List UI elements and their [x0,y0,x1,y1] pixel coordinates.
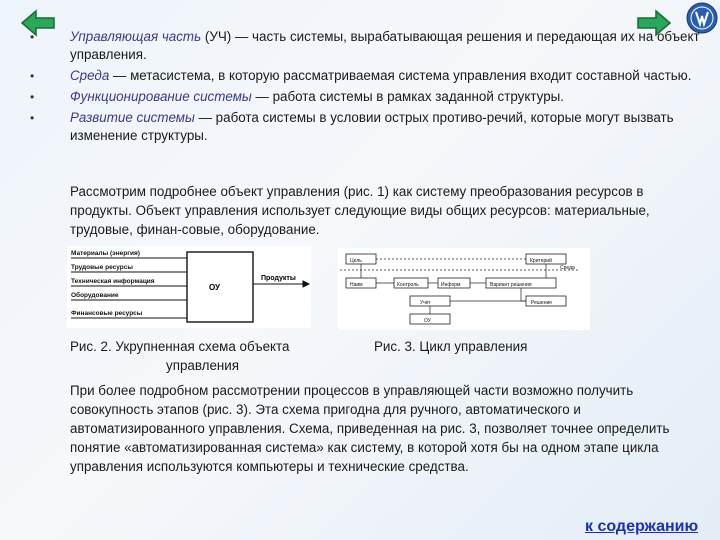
paragraph-intro: Рассмотрим подробнее объект управления (рис. 1) как систему преобразования ресурсов в продукты. Объект управления использует следующие виды общих ресурсов: материальные, трудовые, финан-совые, оборудование. [70,184,650,237]
fig1-input-label: Финансовые ресурсы [71,310,143,317]
definitions-list [30,28,710,148]
fig1-input-label: Техническая информация [71,278,155,285]
table-of-contents-link[interactable]: к содержанию [585,518,699,535]
fig2-box-label: Цель [350,258,362,264]
paragraph-details: При более подробном рассмотрении процессов в управляющей части возможно получить совокупность этапов (рис. 3). Эта схема пригодна для ручного, автоматического и автоматизированного управления. Схема, приведенная на рис. 3, позволяет точнее определить понятие «автоматизированная система» как систему, в которой хотя бы на одном этапе цикла управления используются компьютеры и технические средства. [70,383,670,474]
list-item: • Функционирование системы — работа системы в рамках заданной структуры. [30,89,564,104]
fig2-box-label: Контроль [397,282,419,288]
caption-figure-3: Рис. 3. Цикл управления [374,339,528,354]
fig2-box-label: ОУ [424,318,431,324]
list-item: • Управляющая часть (УЧ) — часть системы, вырабатывающая решения и передающая их на объект управления. [30,29,700,62]
fig2-box-label: Наим [350,282,363,288]
fig2-box-label: Учёт [420,300,431,306]
fig2-box-label: Среда [560,265,575,271]
fig2-box-label: Вариант решения [490,282,532,288]
fig1-input-label: Трудовые ресурсы [71,264,133,271]
list-item: • Среда — метасистема, в которую рассматриваемая система управления входит составной частью. [30,68,692,83]
figure-control-cycle [338,248,590,330]
fig2-box-label: Решение [531,300,553,306]
fig2-box-label: Информ [441,282,461,288]
fig1-output-label: Продукты [261,275,296,282]
fig1-input-label: Материалы (энергия) [71,250,140,257]
fig1-box-label: ОУ [209,283,220,292]
fig1-input-label: Оборудование [71,292,119,299]
figure-object-scheme [67,246,311,328]
caption-figure-2-cont: управления [166,358,240,373]
fig2-box-label: Критерий [530,258,552,264]
list-item: • Развитие системы — работа системы в условии острых противо-речий, которые могут вызвать изменение структуры. [30,110,674,143]
caption-figure-2: Рис. 2. Укрупненная схема объекта [70,339,290,354]
